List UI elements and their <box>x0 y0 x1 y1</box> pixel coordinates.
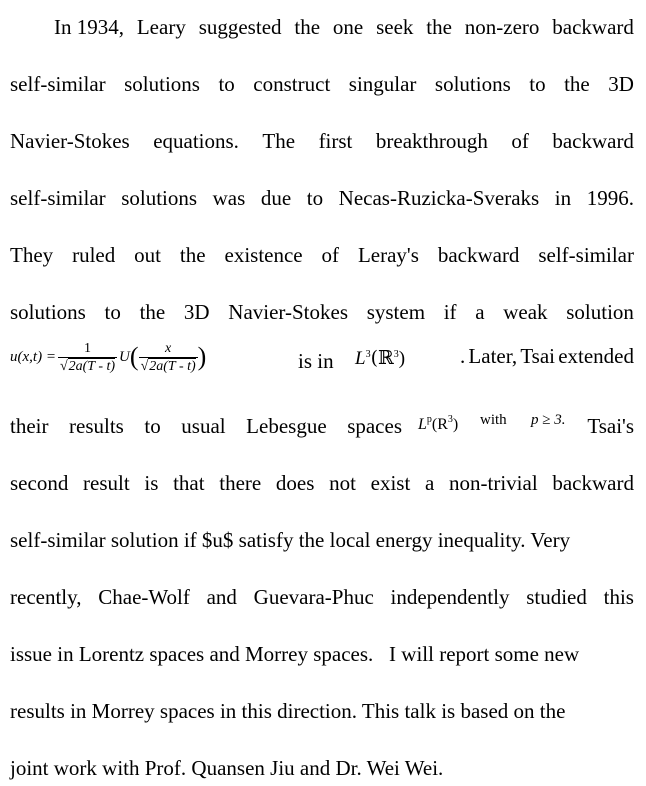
formula-superscript: p <box>426 414 432 425</box>
formula-symbol: ) <box>398 348 406 369</box>
word: there <box>219 471 262 495</box>
word: breakthrough <box>375 129 488 153</box>
word: a <box>425 471 435 495</box>
word: Tsai <box>520 344 556 368</box>
word: solutions <box>124 72 200 96</box>
word: extended <box>558 344 634 368</box>
sqrt-icon: √ <box>59 358 68 374</box>
formula-fraction-2 <box>139 340 198 375</box>
word: Navier-Stokes <box>10 129 130 153</box>
word: Chae-Wolf <box>98 585 190 609</box>
word: recently, <box>10 585 82 609</box>
word: equations. <box>153 129 239 153</box>
word: to <box>218 72 235 96</box>
word: to <box>529 72 546 96</box>
formula-superscript: 3 <box>393 349 399 360</box>
word: self-similar <box>538 243 634 267</box>
formula-superscript: 3 <box>447 414 453 425</box>
word: solution <box>566 300 634 324</box>
word: is in <box>298 349 334 373</box>
line7-tail <box>460 338 634 374</box>
paren-open-icon: ( <box>129 342 139 371</box>
text-line-3 <box>10 123 634 159</box>
sqrt-radicand: 2a(T - t) <box>68 358 116 374</box>
word: the <box>426 15 452 39</box>
formula-fraction-1 <box>58 340 117 375</box>
word: suggested <box>198 15 282 39</box>
word: second <box>10 471 69 495</box>
word: the <box>564 72 590 96</box>
word: construct <box>253 72 331 96</box>
formula-p-condition: p ≥ 3. <box>531 412 566 428</box>
text-line-14: joint work with Prof. Quansen Jiu and Dr. Wei Wei. <box>10 756 444 780</box>
formula-superscript: 3 <box>365 349 371 360</box>
word: does <box>275 471 315 495</box>
word: backward <box>552 15 634 39</box>
line8-words <box>10 408 402 444</box>
word: solutions <box>10 300 86 324</box>
word: and <box>206 585 237 609</box>
word: existence <box>224 243 303 267</box>
formula-symbol: L <box>355 348 366 369</box>
word: self-similar <box>10 186 106 210</box>
word: this <box>603 585 634 609</box>
formula-lp-space <box>418 402 458 443</box>
word: non-trivial <box>449 471 538 495</box>
word: solutions <box>434 72 511 96</box>
word: in <box>554 186 572 210</box>
word: system <box>366 300 426 324</box>
word: . <box>460 344 466 368</box>
word: backward <box>552 471 634 495</box>
word: if <box>443 300 457 324</box>
text-line-1 <box>10 9 634 45</box>
word: due <box>260 186 292 210</box>
formula-l3-space <box>355 332 405 382</box>
word: independently <box>390 585 510 609</box>
word: ruled <box>72 243 116 267</box>
word: one <box>332 15 364 39</box>
text-line-2 <box>10 66 634 102</box>
text-line-5 <box>10 237 634 273</box>
word: Navier-Stokes <box>228 300 348 324</box>
word: seek <box>376 15 414 39</box>
word: spaces <box>347 414 402 438</box>
word: first <box>318 129 353 153</box>
word: In 1934, <box>54 15 124 39</box>
formula-self-similar <box>10 334 206 380</box>
text-line-8 <box>10 408 634 444</box>
word: 1996. <box>586 186 634 210</box>
word: They <box>10 243 54 267</box>
word: Necas-Ruzicka-Sveraks <box>338 186 540 210</box>
text-line-9 <box>10 465 634 501</box>
formula-symbol: L <box>418 416 427 433</box>
word: the <box>179 243 206 267</box>
text-line-6 <box>10 294 634 330</box>
word: to <box>104 300 121 324</box>
fraction-numerator: x <box>165 340 172 356</box>
word: Guevara-Phuc <box>253 585 374 609</box>
text-line-11 <box>10 579 634 615</box>
text-line-10: self-similar solution if $u$ satisfy the local energy inequality. Very <box>10 528 571 552</box>
fraction-denominator <box>58 357 117 375</box>
word: Later, <box>468 344 518 368</box>
word: exist <box>370 471 411 495</box>
formula-symbol: (ℝ <box>370 347 394 369</box>
word: 3D <box>608 72 634 96</box>
sqrt-icon: √ <box>140 358 149 374</box>
word: backward <box>437 243 520 267</box>
word: results <box>69 414 124 438</box>
word: Leary <box>136 15 186 39</box>
word: a <box>475 300 485 324</box>
fraction-denominator <box>139 357 198 375</box>
word: not <box>329 471 356 495</box>
formula-symbol: ) <box>452 416 459 433</box>
word: of <box>511 129 529 153</box>
sqrt-radicand: 2a(T - t) <box>149 358 196 374</box>
text-line-12: issue in Lorentz spaces and Morrey spaces. I will report some new <box>10 642 580 666</box>
word: result <box>83 471 130 495</box>
word: Tsai's <box>587 414 634 438</box>
word: was <box>212 186 246 210</box>
formula-symbol: (R <box>431 416 448 433</box>
word: their <box>10 414 49 438</box>
word: The <box>262 129 296 153</box>
word: weak <box>503 300 548 324</box>
text-line-13: results in Morrey spaces in this direction. This talk is based on the <box>10 699 566 723</box>
word-with: with <box>480 412 507 428</box>
word: to <box>144 414 161 438</box>
word: that <box>173 471 205 495</box>
word: of <box>321 243 340 267</box>
word: Lebesgue <box>246 414 327 438</box>
word: to <box>306 186 324 210</box>
word: Leray's <box>357 243 419 267</box>
word: the <box>139 300 166 324</box>
formula-U: U <box>119 349 130 365</box>
word: 3D <box>183 300 210 324</box>
word: self-similar <box>10 72 106 96</box>
word: the <box>294 15 321 39</box>
word: non-zero <box>464 15 540 39</box>
formula-lhs: u(x,t) = <box>10 349 56 365</box>
word: usual <box>181 414 226 438</box>
word: solutions <box>121 186 198 210</box>
text-line-7 <box>10 334 634 380</box>
text-line-4 <box>10 180 634 216</box>
word: is <box>144 471 159 495</box>
word: studied <box>526 585 587 609</box>
word: out <box>134 243 161 267</box>
word: singular <box>348 72 417 96</box>
fraction-numerator: 1 <box>83 340 91 356</box>
word: backward <box>552 129 634 153</box>
paren-close-icon: ) <box>197 342 207 371</box>
